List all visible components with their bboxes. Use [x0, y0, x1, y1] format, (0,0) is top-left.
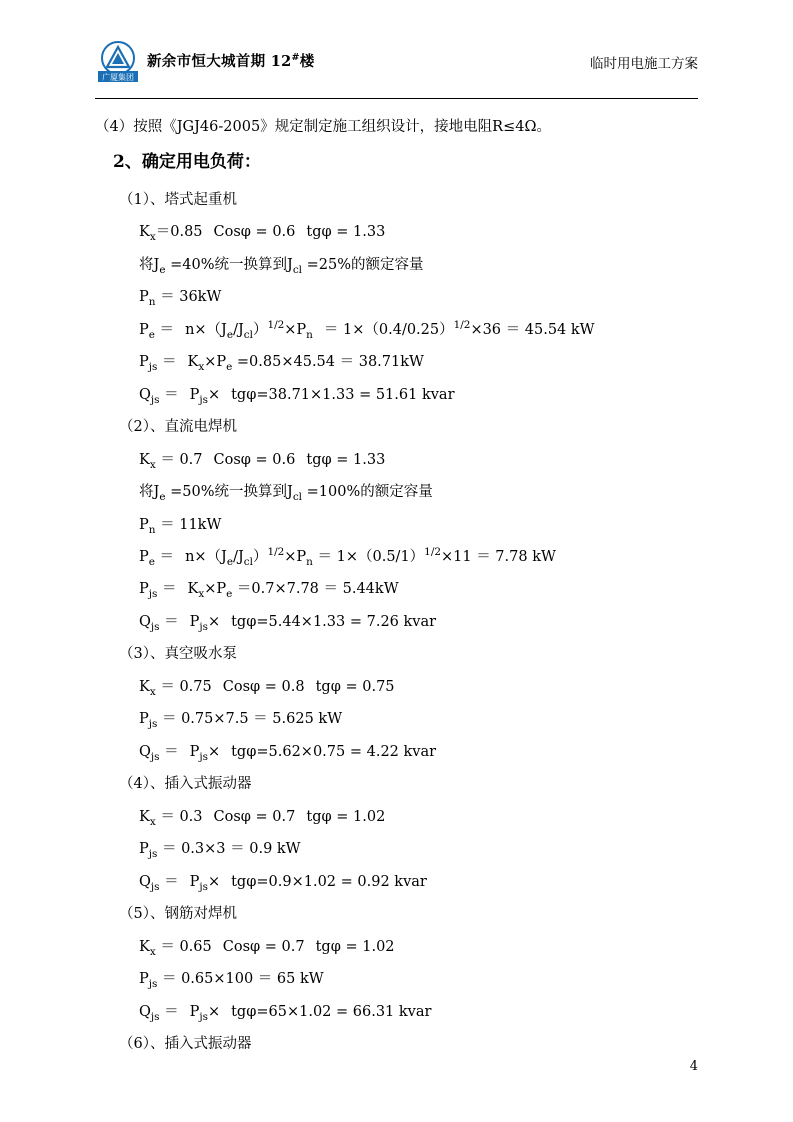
- subsection-title: （1）、塔式起重机: [119, 191, 237, 208]
- formula-line: $K_x = 0.3$ Cosφ = 0.7 tgφ = 1.02: [139, 808, 386, 828]
- paragraph-jgj: （4）按照《JGJ46-2005》规定制定施工组织设计，接地电阻R≤4Ω。: [95, 119, 551, 135]
- formula-line: $P_e = n\times(J_e/J_{cl})^{1/2}\times P_n = 1\times(0.4/0.25)^{1/2}\times 36 = 45.54$ kW: [139, 318, 595, 341]
- header-left-title: [147, 50, 315, 71]
- header-right-title: 临时用电施工方案: [590, 56, 698, 72]
- formula-line: $P_n = 11kW$: [139, 516, 222, 536]
- header-left-tail: 楼: [299, 53, 315, 70]
- formula-line: $K_x=0.85$ Cosφ = 0.6 tgφ = 1.33: [139, 224, 386, 244]
- formula-line: $P_n = 36kW$: [139, 289, 222, 309]
- company-logo-icon: [95, 40, 141, 86]
- subsection-title: （4）、插入式振动器: [119, 776, 252, 793]
- subsection-title: （2）、直流电焊机: [119, 419, 237, 436]
- header-left-sup: #: [291, 52, 300, 64]
- svg-text:广厦集团: 广厦集团: [102, 73, 134, 82]
- formula-line: 将$J_e =40\%$统一换算到$J_{cl} =25\%$的额定容量: [139, 256, 424, 276]
- formula-line: $K_x = 0.65$ Cosφ = 0.7 tgφ = 1.02: [139, 938, 395, 958]
- formula-line: $P_{js} = K_x\times P_e =0.85\times 45.54 = 38.71kW$: [139, 354, 424, 373]
- formula-line: $P_{js} = 0.65\times 100 = 65$ kW: [139, 971, 324, 991]
- subsection-title: （5）、钢筋对焊机: [119, 906, 237, 923]
- document-body: [95, 116, 698, 1057]
- header-divider: [95, 98, 698, 99]
- subsection-title: （6）、插入式振动器: [119, 1036, 252, 1053]
- formula-line: $Q_{js} = P_{js}\times tg\varphi=38.71\times 1.33 = 51.61$ kvar: [139, 386, 455, 406]
- formula-line: $P_{js} = 0.75\times 7.5 = 5.625$ kW: [139, 711, 343, 731]
- formula-line: $K_x = 0.7$ Cosφ = 0.6 tgφ = 1.33: [139, 451, 386, 471]
- formula-line: $P_e = n\times(J_e/J_{cl})^{1/2}\times P_n = 1\times(0.5/1)^{1/2}\times 11 = 7.78$ kW: [139, 546, 556, 568]
- page-number: 4: [689, 1059, 698, 1074]
- page-header: [95, 38, 698, 90]
- section-heading-load: 2、确定用电负荷：: [113, 152, 261, 173]
- header-left-main: 新余市恒大城首期 12: [147, 53, 292, 70]
- formula-line: $K_x = 0.75$ Cosφ = 0.8 tgφ = 0.75: [139, 678, 395, 698]
- formula-line: $Q_{js} = P_{js}\times tg\varphi=5.44\times 1.33 = 7.26$ kvar: [139, 613, 437, 633]
- formula-line: $P_{js} = K_x\times P_e =0.7\times 7.78 = 5.44kW$: [139, 581, 399, 601]
- formula-line: 将$J_e =50\%$统一换算到$J_{cl} =100\%$的额定容量: [139, 484, 433, 503]
- formula-line: $Q_{js} = P_{js}\times tg\varphi=5.62\times 0.75 = 4.22$ kvar: [139, 743, 437, 763]
- formula-line: $Q_{js} = P_{js}\times tg\varphi=0.9\times 1.02 = 0.92$ kvar: [139, 873, 427, 893]
- formula-line: $P_{js} = 0.3\times 3 = 0.9$ kW: [139, 841, 301, 861]
- subsection-title: （3）、真空吸水泵: [119, 646, 237, 663]
- formula-line: $Q_{js} = P_{js}\times tg\varphi=65\times 1.02 = 66.31$ kvar: [139, 1003, 432, 1023]
